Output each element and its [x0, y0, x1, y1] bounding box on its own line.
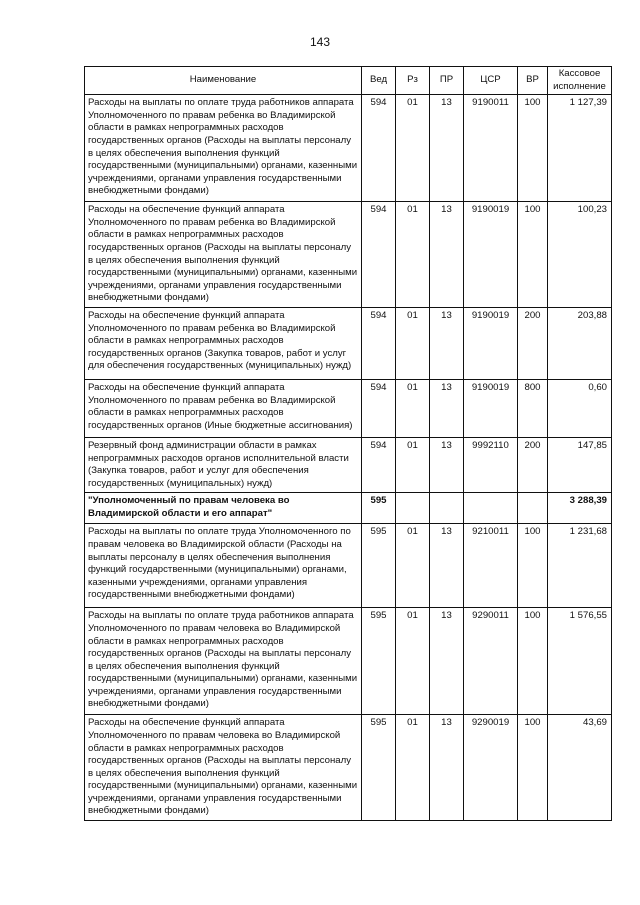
row-vr: 100 [518, 608, 548, 715]
row-csr: 9290011 [464, 608, 518, 715]
row-amount: 203,88 [548, 307, 612, 379]
row-rz: 01 [396, 524, 430, 608]
row-amount: 43,69 [548, 715, 612, 821]
table-row [85, 608, 612, 715]
table-row [85, 715, 612, 821]
row-rz: 01 [396, 379, 430, 437]
row-vr: 100 [518, 524, 548, 608]
row-vr: 100 [518, 715, 548, 821]
row-vr: 200 [518, 437, 548, 492]
row-pr: 13 [430, 437, 464, 492]
row-rz: 01 [396, 202, 430, 308]
row-amount: 1 576,55 [548, 608, 612, 715]
row-csr: 9190019 [464, 379, 518, 437]
row-vr: 100 [518, 202, 548, 308]
row-vr: 100 [518, 95, 548, 202]
header-amount: Кассовое исполнение [548, 67, 612, 95]
row-rz: 01 [396, 437, 430, 492]
row-name: Расходы на выплаты по оплате труда Уполномоченного по правам человека во Владимирской области (Расходы на выплаты персоналу в целях обеспечения выполнения функций государственными (муниципальными) органами, казенными учреждениями, органами управления государственными внебюджетными фондами) [85, 524, 362, 608]
table-row [85, 379, 612, 437]
row-csr [464, 493, 518, 524]
header-name: Наименование [85, 67, 362, 95]
row-vr [518, 493, 548, 524]
row-pr: 13 [430, 608, 464, 715]
table-header-row [85, 67, 612, 95]
row-pr: 13 [430, 202, 464, 308]
row-name: Резервный фонд администрации области в рамках непрограммных расходов органов исполнительной власти (Закупка товаров, работ и услуг для обеспечения государственных (муниципальных) нужд) [85, 437, 362, 492]
row-name: Расходы на обеспечение функций аппарата Уполномоченного по правам ребенка во Владимирской области в рамках непрограммных расходов государственных органов (Расходы на выплаты персоналу в целях обеспечения выполнения функций государственными (муниципальными) органами, казенными учреждениями, органами управления государственными внебюджетными фондами) [85, 202, 362, 308]
row-rz: 01 [396, 608, 430, 715]
row-name: Расходы на выплаты по оплате труда работников аппарата Уполномоченного по правам ребенка во Владимирской области в рамках непрограммных расходов государственных органов (Расходы на выплаты персоналу в целях обеспечения выполнения функций государственными (муниципальными) органами, казенными учреждениями, органами управления государственными внебюджетными фондами) [85, 95, 362, 202]
row-csr: 9190019 [464, 307, 518, 379]
row-rz: 01 [396, 95, 430, 202]
header-rz: Рз [396, 67, 430, 95]
row-csr: 9210011 [464, 524, 518, 608]
table-row [85, 307, 612, 379]
table-row [85, 202, 612, 308]
row-name: Расходы на обеспечение функций аппарата Уполномоченного по правам человека во Владимирской области в рамках непрограммных расходов государственных органов (Расходы на выплаты персоналу в целях обеспечения выполнения функций государственными (муниципальными) органами, казенными учреждениями, органами управления государственными внебюджетными фондами) [85, 715, 362, 821]
row-csr: 9992110 [464, 437, 518, 492]
row-pr: 13 [430, 524, 464, 608]
row-ved: 595 [362, 715, 396, 821]
row-ved: 595 [362, 493, 396, 524]
row-ved: 594 [362, 202, 396, 308]
row-rz: 01 [396, 715, 430, 821]
section-name: "Уполномоченный по правам человека во Владимирской области и его аппарат" [85, 493, 362, 524]
row-csr: 9190011 [464, 95, 518, 202]
header-pr: ПР [430, 67, 464, 95]
row-name: Расходы на обеспечение функций аппарата Уполномоченного по правам ребенка во Владимирской области в рамках непрограммных расходов государственных органов (Закупка товаров, работ и услуг для обеспечения государственных (муниципальных) нужд) [85, 307, 362, 379]
header-vr: ВР [518, 67, 548, 95]
row-pr: 13 [430, 307, 464, 379]
table-row [85, 524, 612, 608]
row-name: Расходы на обеспечение функций аппарата Уполномоченного по правам ребенка во Владимирской области в рамках непрограммных расходов государственных органов (Иные бюджетные ассигнования) [85, 379, 362, 437]
row-vr: 800 [518, 379, 548, 437]
row-amount: 0,60 [548, 379, 612, 437]
row-amount: 100,23 [548, 202, 612, 308]
table-row [85, 437, 612, 492]
row-csr: 9290019 [464, 715, 518, 821]
header-ved: Вед [362, 67, 396, 95]
row-amount: 3 288,39 [548, 493, 612, 524]
page-number: 143 [309, 35, 331, 49]
row-pr [430, 493, 464, 524]
row-csr: 9190019 [464, 202, 518, 308]
row-rz [396, 493, 430, 524]
row-ved: 594 [362, 379, 396, 437]
row-amount: 147,85 [548, 437, 612, 492]
table-row-section [85, 493, 612, 524]
table-row [85, 95, 612, 202]
row-ved: 595 [362, 524, 396, 608]
row-amount: 1 127,39 [548, 95, 612, 202]
row-name: Расходы на выплаты по оплате труда работников аппарата Уполномоченного по правам человека во Владимирской области в рамках непрограммных расходов государственных органов (Расходы на выплаты персоналу в целях обеспечения выполнения функций государственными (муниципальными) органами, казенными учреждениями, органами управления государственными внебюджетными фондами) [85, 608, 362, 715]
row-ved: 594 [362, 307, 396, 379]
row-pr: 13 [430, 379, 464, 437]
row-ved: 594 [362, 437, 396, 492]
row-pr: 13 [430, 715, 464, 821]
header-csr: ЦСР [464, 67, 518, 95]
budget-table [84, 66, 612, 821]
row-pr: 13 [430, 95, 464, 202]
row-rz: 01 [396, 307, 430, 379]
row-ved: 594 [362, 95, 396, 202]
row-vr: 200 [518, 307, 548, 379]
row-ved: 595 [362, 608, 396, 715]
row-amount: 1 231,68 [548, 524, 612, 608]
